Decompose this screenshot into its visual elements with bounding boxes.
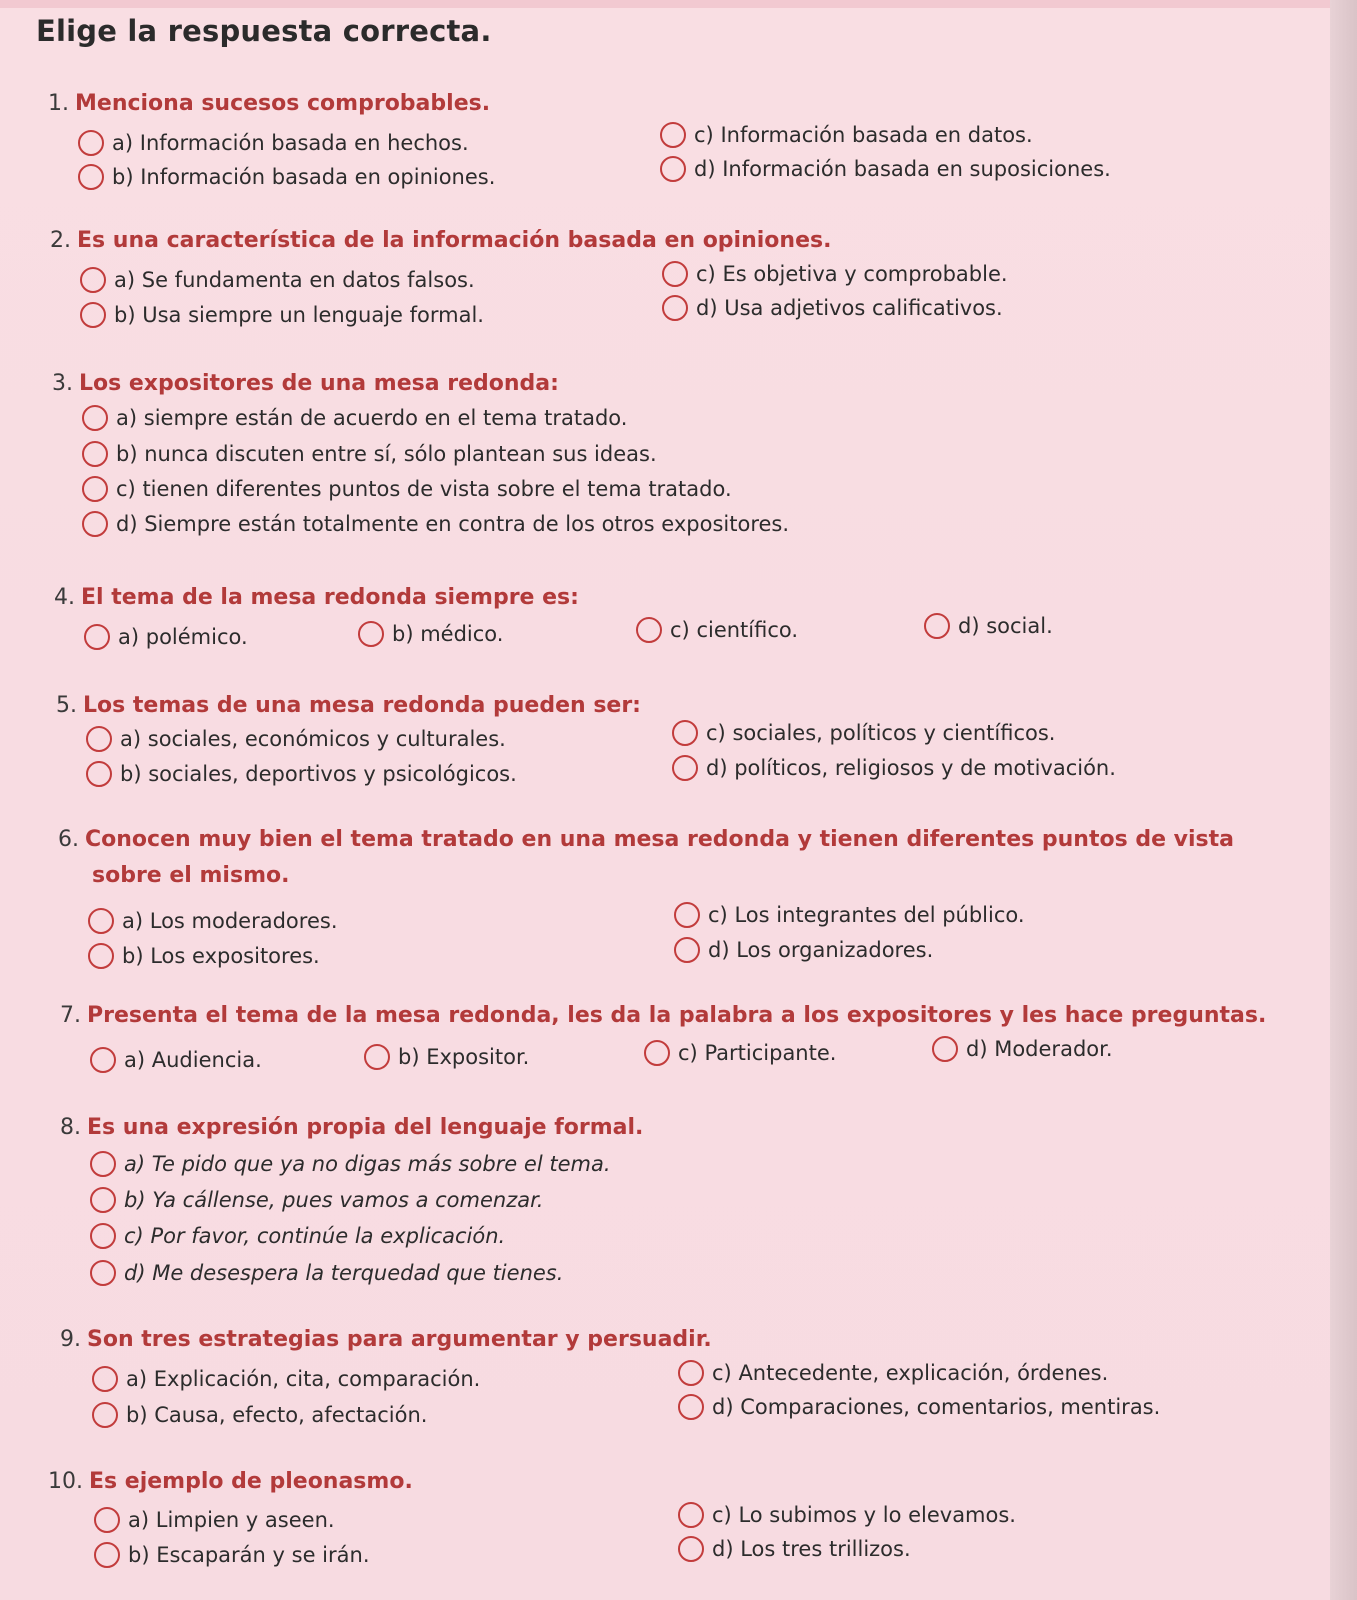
top-band <box>0 0 1330 8</box>
option-7c[interactable]: c) Participante. <box>644 1036 836 1070</box>
option-10a[interactable]: a) Limpien y aseen. <box>94 1503 335 1537</box>
option-5d[interactable]: d) políticos, religiosos y de motivación. <box>672 751 1116 785</box>
option-3d[interactable]: d) Siempre están totalmente en contra de los otros expositores. <box>82 507 789 541</box>
radio-circle-icon[interactable] <box>672 720 698 746</box>
radio-circle-icon[interactable] <box>662 261 688 287</box>
option-9a[interactable]: a) Explicación, cita, comparación. <box>92 1362 480 1396</box>
option-2b[interactable]: b) Usa siempre un lenguaje formal. <box>80 298 484 332</box>
radio-circle-icon[interactable] <box>88 908 114 934</box>
radio-circle-icon[interactable] <box>358 621 384 647</box>
radio-circle-icon[interactable] <box>86 726 112 752</box>
radio-circle-icon[interactable] <box>90 1260 116 1286</box>
option-3b[interactable]: b) nunca discuten entre sí, sólo plantean sus ideas. <box>82 437 657 471</box>
radio-circle-icon[interactable] <box>82 511 108 537</box>
option-4a[interactable]: a) polémico. <box>84 620 248 654</box>
radio-circle-icon[interactable] <box>90 1223 116 1249</box>
option-8b[interactable]: b) Ya cállense, pues vamos a comenzar. <box>90 1183 543 1217</box>
radio-circle-icon[interactable] <box>88 943 114 969</box>
question-10-text: 10. Es ejemplo de pleonasmo. <box>48 1469 413 1494</box>
option-9d[interactable]: d) Comparaciones, comentarios, mentiras. <box>678 1390 1160 1424</box>
radio-circle-icon[interactable] <box>678 1394 704 1420</box>
radio-circle-icon[interactable] <box>660 122 686 148</box>
radio-circle-icon[interactable] <box>94 1507 120 1533</box>
question-7-text: 7. Presenta el tema de la mesa redonda, les da la palabra a los expositores y les hace preguntas. <box>60 1003 1267 1028</box>
radio-circle-icon[interactable] <box>82 405 108 431</box>
radio-circle-icon[interactable] <box>90 1187 116 1213</box>
radio-circle-icon[interactable] <box>80 267 106 293</box>
question-5-text: 5. Los temas de una mesa redonda pueden ser: <box>56 693 641 718</box>
question-1-text: 1. Menciona sucesos comprobables. <box>48 91 491 116</box>
question-4-text: 4. El tema de la mesa redonda siempre es: <box>54 585 579 610</box>
radio-circle-icon[interactable] <box>78 164 104 190</box>
radio-circle-icon[interactable] <box>92 1402 118 1428</box>
option-1d[interactable]: d) Información basada en suposiciones. <box>660 152 1111 186</box>
radio-circle-icon[interactable] <box>82 441 108 467</box>
option-5b[interactable]: b) sociales, deportivos y psicológicos. <box>86 757 517 791</box>
radio-circle-icon[interactable] <box>672 755 698 781</box>
option-6b[interactable]: b) Los expositores. <box>88 939 320 973</box>
radio-circle-icon[interactable] <box>80 302 106 328</box>
option-3a[interactable]: a) siempre están de acuerdo en el tema tratado. <box>82 401 627 435</box>
option-4b[interactable]: b) médico. <box>358 617 503 651</box>
page-edge <box>1330 0 1357 1600</box>
question-6-text: 6. Conocen muy bien el tema tratado en una mesa redonda y tienen diferentes puntos de vista sobre el mismo. <box>58 827 1234 888</box>
option-2a[interactable]: a) Se fundamenta en datos falsos. <box>80 263 475 297</box>
option-7a[interactable]: a) Audiencia. <box>90 1043 262 1077</box>
option-1c[interactable]: c) Información basada en datos. <box>660 118 1033 152</box>
option-7d[interactable]: d) Moderador. <box>932 1032 1113 1066</box>
option-5c[interactable]: c) sociales, políticos y científicos. <box>672 716 1055 750</box>
radio-circle-icon[interactable] <box>660 156 686 182</box>
option-4d[interactable]: d) social. <box>924 609 1053 643</box>
option-9c[interactable]: c) Antecedente, explicación, órdenes. <box>678 1356 1108 1390</box>
option-8c[interactable]: c) Por favor, continúe la explicación. <box>90 1219 505 1253</box>
radio-circle-icon[interactable] <box>90 1047 116 1073</box>
option-6d[interactable]: d) Los organizadores. <box>674 933 933 967</box>
option-2c[interactable]: c) Es objetiva y comprobable. <box>662 257 1008 291</box>
option-9b[interactable]: b) Causa, efecto, afectación. <box>92 1398 427 1432</box>
option-10c[interactable]: c) Lo subimos y lo elevamos. <box>678 1498 1016 1532</box>
radio-circle-icon[interactable] <box>92 1366 118 1392</box>
radio-circle-icon[interactable] <box>674 902 700 928</box>
question-2-text: 2. Es una característica de la información basada en opiniones. <box>50 228 832 253</box>
question-9-text: 9. Son tres estrategias para argumentar y persuadir. <box>60 1327 712 1352</box>
option-2d[interactable]: d) Usa adjetivos calificativos. <box>662 291 1003 325</box>
radio-circle-icon[interactable] <box>84 624 110 650</box>
question-8-text: 8. Es una expresión propia del lenguaje formal. <box>60 1115 644 1140</box>
option-8a[interactable]: a) Te pido que ya no digas más sobre el tema. <box>90 1147 611 1181</box>
question-3-text: 3. Los expositores de una mesa redonda: <box>52 371 559 396</box>
radio-circle-icon[interactable] <box>82 476 108 502</box>
page-title: Elige la respuesta correcta. <box>36 14 492 48</box>
radio-circle-icon[interactable] <box>678 1536 704 1562</box>
radio-circle-icon[interactable] <box>678 1502 704 1528</box>
radio-circle-icon[interactable] <box>678 1360 704 1386</box>
option-3c[interactable]: c) tienen diferentes puntos de vista sobre el tema tratado. <box>82 472 732 506</box>
radio-circle-icon[interactable] <box>90 1151 116 1177</box>
option-1b[interactable]: b) Información basada en opiniones. <box>78 160 495 194</box>
option-5a[interactable]: a) sociales, económicos y culturales. <box>86 722 506 756</box>
radio-circle-icon[interactable] <box>644 1040 670 1066</box>
radio-circle-icon[interactable] <box>94 1542 120 1568</box>
radio-circle-icon[interactable] <box>662 295 688 321</box>
radio-circle-icon[interactable] <box>924 613 950 639</box>
radio-circle-icon[interactable] <box>86 761 112 787</box>
option-8d[interactable]: d) Me desespera la terquedad que tienes. <box>90 1256 563 1290</box>
option-1a[interactable]: a) Información basada en hechos. <box>78 126 469 160</box>
radio-circle-icon[interactable] <box>932 1036 958 1062</box>
radio-circle-icon[interactable] <box>674 937 700 963</box>
radio-circle-icon[interactable] <box>78 130 104 156</box>
option-6c[interactable]: c) Los integrantes del público. <box>674 898 1025 932</box>
radio-circle-icon[interactable] <box>364 1044 390 1070</box>
option-10d[interactable]: d) Los tres trillizos. <box>678 1532 911 1566</box>
option-7b[interactable]: b) Expositor. <box>364 1040 529 1074</box>
option-6a[interactable]: a) Los moderadores. <box>88 904 338 938</box>
option-4c[interactable]: c) científico. <box>636 613 798 647</box>
radio-circle-icon[interactable] <box>636 617 662 643</box>
option-10b[interactable]: b) Escaparán y se irán. <box>94 1538 370 1572</box>
